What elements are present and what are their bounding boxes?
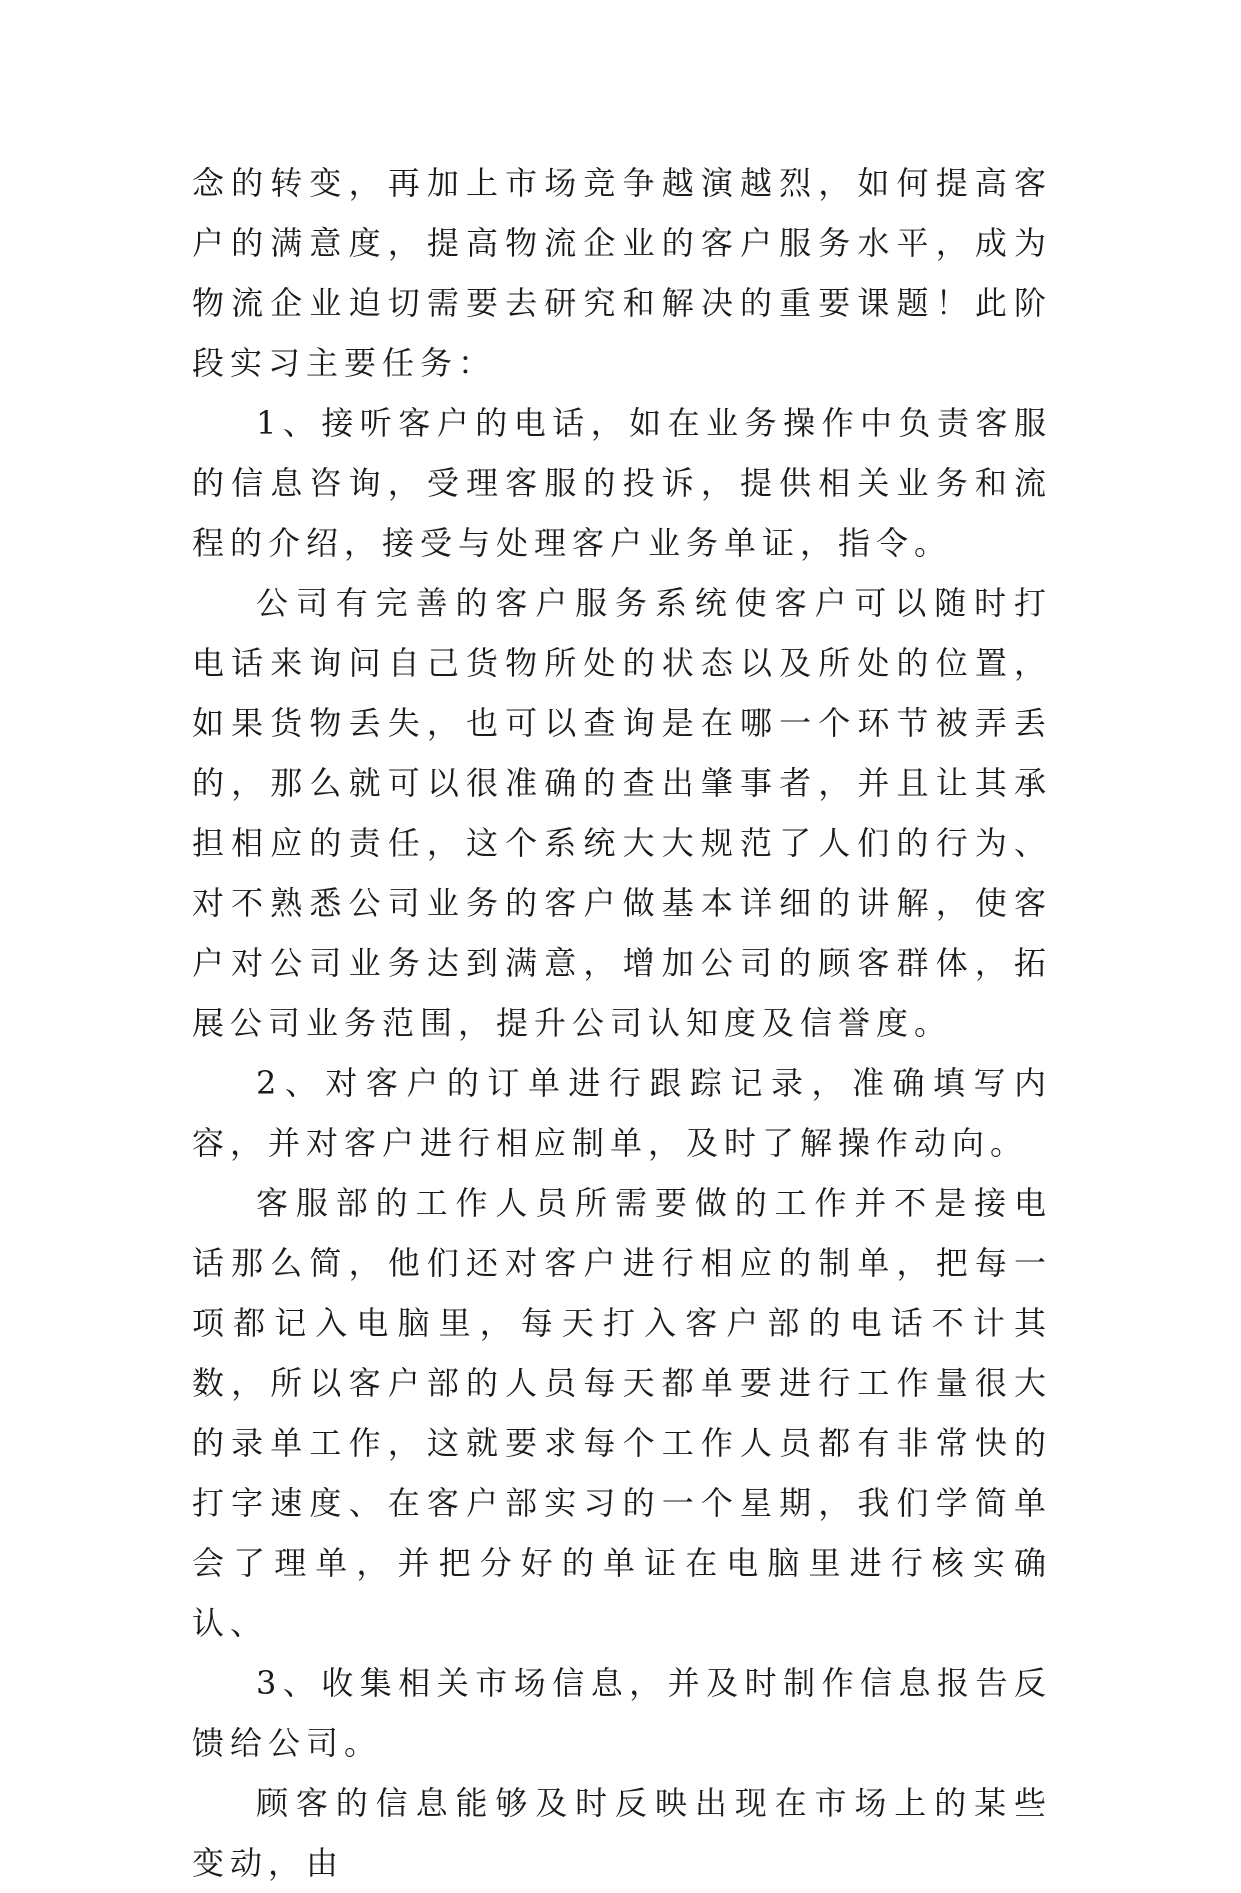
paragraph-6: 3、收集相关市场信息，并及时制作信息报告反馈给公司。 — [192, 1664, 1052, 1762]
paragraph-4: 2、对客户的订单进行跟踪记录，准确填写内容，并对客户进行相应制单，及时了解操作动向。 — [192, 1064, 1052, 1162]
paragraph-2: 1、接听客户的电话，如在业务操作中负责客服的信息咨询，受理客服的投诉，提供相关业务和流程的介绍，接受与处理客户业务单证，指令。 — [192, 404, 1052, 562]
document-body — [192, 153, 1052, 1893]
paragraph-3: 公司有完善的客户服务系统使客户可以随时打电话来询问自己货物所处的状态以及所处的位置，如果货物丢失，也可以查询是在哪一个环节被弄丢的，那么就可以很准确的查出肇事者，并且让其承担相应的责任，这个系统大大规范了人们的行为、对不熟悉公司业务的客户做基本详细的讲解，使客户对公司业务达到满意，增加公司的顾客群体，拓展公司业务范围，提升公司认知度及信誉度。 — [192, 584, 1052, 1042]
paragraph-7: 顾客的信息能够及时反映出现在市场上的某些变动，由 — [192, 1784, 1052, 1882]
paragraph-1: 念的转变，再加上市场竞争越演越烈，如何提高客户的满意度，提高物流企业的客户服务水平，成为物流企业迫切需要去研究和解决的重要课题！此阶段实习主要任务： — [192, 164, 1052, 382]
paragraph-5: 客服部的工作人员所需要做的工作并不是接电话那么简，他们还对客户进行相应的制单，把每一项都记入电脑里，每天打入客户部的电话不计其数，所以客户部的人员每天都单要进行工作量很大的录单工作，这就要求每个工作人员都有非常快的打字速度、在客户部实习的一个星期，我们学简单会了理单，并把分好的单证在电脑里进行核实确认、 — [192, 1184, 1052, 1642]
